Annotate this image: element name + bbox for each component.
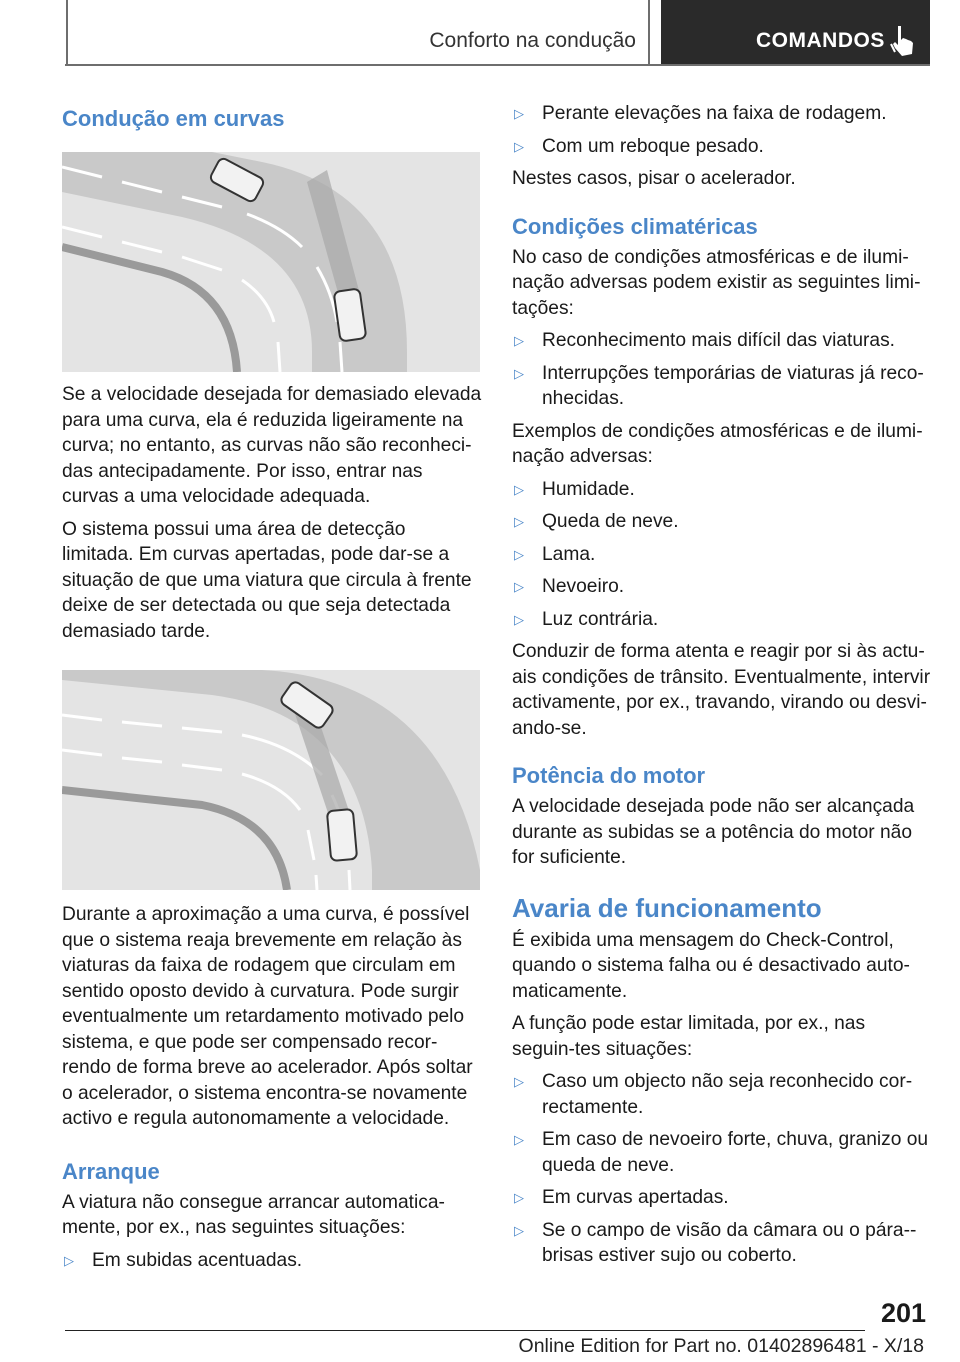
- figure-curve-2: [62, 670, 480, 890]
- list-item: ▷ Em curvas apertadas.: [512, 1185, 932, 1211]
- bullet-icon: ▷: [514, 1132, 524, 1147]
- para-avaria-1: É exibida uma mensagem do Check-Control, quando o sistema falha ou é desactivado auto‐maticamente.: [512, 929, 910, 1002]
- header-chapter-tab: [661, 0, 930, 64]
- bullet-icon: ▷: [514, 1190, 524, 1205]
- list-item: ▷ Perante elevações na faixa de rodagem.: [512, 101, 932, 127]
- bullet-icon: ▷: [514, 611, 524, 627]
- heading-clima: Condições climatéricas: [512, 213, 758, 239]
- hand-pointer-icon: [890, 24, 916, 58]
- para-clima-1: No caso de condições atmosféricas e de ilumi‐nação adversas podem existir as seguintes limi‐tações:: [512, 246, 921, 319]
- page-number: 201: [880, 1298, 926, 1328]
- list-item: ▷ Reconhecimento mais difícil das viaturas.: [512, 328, 932, 354]
- para-conduzir: Conduzir de forma atenta e reagir por si às actu‐ais condições de trânsito. Eventualmente, intervir activamente, por ex., travando, virando ou desvi‐ando-se.: [512, 641, 931, 739]
- header-chapter-title: COMANDOS: [756, 29, 885, 52]
- list-item: ▷ Com um reboque pesado.: [512, 134, 932, 160]
- header-section-title: Conforto na condução: [429, 29, 636, 52]
- list-item: ▷ Nevoeiro.: [512, 574, 932, 600]
- bullet-icon: ▷: [64, 1252, 74, 1268]
- footer-edition: Online Edition for Part no. 01402896481 - X/18: [518, 1335, 924, 1357]
- bullet-icon: ▷: [514, 546, 524, 562]
- footer-rule: [65, 1330, 865, 1331]
- header-rule: [65, 64, 930, 66]
- para-avaria-2: A função pode estar limitada, por ex., nas seguin‐tes situações:: [512, 1013, 866, 1060]
- curve-illustration-2: [62, 670, 480, 890]
- para-acelerador: Nestes casos, pisar o acelerador.: [512, 168, 796, 189]
- list-item: ▷ Interrupções temporárias de viaturas já reco‐nhecidas.: [514, 362, 924, 409]
- curve-illustration-1: [62, 152, 480, 372]
- bullet-icon: ▷: [514, 106, 524, 121]
- right-column: [512, 96, 932, 1269]
- bullet-icon: ▷: [514, 481, 524, 497]
- heading-curvas: Condução em curvas: [62, 106, 285, 131]
- list-item: ▷ Humidade.: [512, 477, 932, 503]
- para-arranque: A viatura não consegue arrancar automatica‐mente, por ex., nas seguintes situações:: [62, 1191, 445, 1238]
- list-item: ▷ Em subidas acentuadas.: [62, 1248, 482, 1274]
- list-item: ▷ Se o campo de visão da câmara ou o pára-‐brisas estiver sujo ou coberto.: [514, 1219, 917, 1266]
- list-item: ▷ Lama.: [512, 542, 932, 568]
- heading-motor: Potência do motor: [512, 763, 706, 788]
- header-section-tab: [66, 0, 650, 64]
- list-item: ▷ Em caso de nevoeiro forte, chuva, granizo ou queda de neve.: [514, 1129, 929, 1176]
- figure-curve-1: [62, 152, 480, 372]
- list-item: ▷ Luz contrária.: [512, 607, 932, 633]
- list-item: ▷ Caso um objecto não seja reconhecido cor‐rectamente.: [514, 1071, 913, 1118]
- heading-arranque: Arranque: [62, 1158, 160, 1184]
- left-column: [62, 96, 482, 1273]
- bullet-icon: ▷: [514, 514, 524, 529]
- heading-avaria: Avaria de funcionamento: [512, 892, 822, 923]
- para-motor: A velocidade desejada pode não ser alcançada durante as subidas se a potência do motor não for suficiente.: [512, 796, 915, 868]
- bullet-icon: ▷: [514, 1074, 524, 1089]
- list-item: ▷ Queda de neve.: [512, 509, 932, 535]
- para-clima-2: Exemplos de condições atmosféricas e de ilumi‐nação adversas:: [512, 420, 923, 467]
- bullet-icon: ▷: [514, 138, 524, 154]
- bullet-icon: ▷: [514, 1222, 524, 1238]
- para-curvas-3: Durante a aproximação a uma curva, é possível que o sistema reaja brevemente em relação às viaturas da faixa de rodagem que circulam em sentido oposto devido à curvatura. Pode surgir eventualmente um retardamento motivado pelo sistema, e que pode ser compensado recor‐rendo de forma breve ao acelerador. Após soltar o acelerador, o sistema encontra-se novamente activo e regula autonomamente a velocidade.: [62, 904, 473, 1129]
- para-curvas-2: O sistema possui uma área de detecção limitada. Em curvas apertadas, pode dar-se a situação de que uma viatura que circula à frente deixe de ser detectada ou que seja detectada demasiado tarde.: [62, 518, 472, 642]
- bullet-icon: ▷: [514, 365, 524, 381]
- bullet-icon: ▷: [514, 579, 524, 594]
- bullet-icon: ▷: [514, 333, 524, 348]
- para-curvas-1: Se a velocidade desejada for demasiado elevada para uma curva, ela é reduzida ligeiramente na curva; no entanto, as curvas não são reconheci‐das antecipadamente. Por isso, entrar nas curvas a uma velocidade adequada.: [62, 384, 482, 507]
